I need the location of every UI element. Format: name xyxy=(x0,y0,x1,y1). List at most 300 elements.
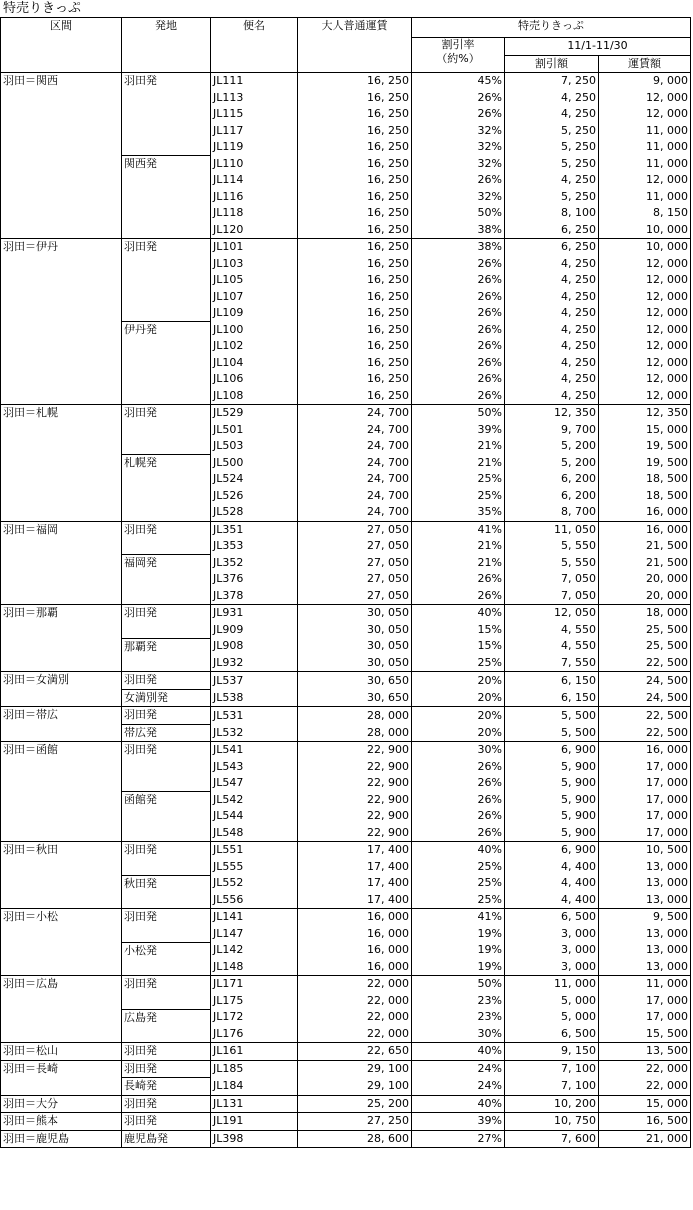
cell-flight: JL175 xyxy=(211,993,298,1010)
header-origin: 発地 xyxy=(122,18,211,73)
cell-discount-rate: 19% xyxy=(412,942,505,959)
cell-fare-amount: 22, 500 xyxy=(599,655,691,672)
cell-flight: JL529 xyxy=(211,405,298,422)
cell-discount-amount: 8, 700 xyxy=(505,504,599,521)
cell-regular-fare: 16, 250 xyxy=(298,305,412,322)
cell-discount-rate: 50% xyxy=(412,205,505,222)
cell-section: 羽田＝小松 xyxy=(1,909,122,976)
cell-regular-fare: 16, 250 xyxy=(298,355,412,372)
cell-discount-rate: 30% xyxy=(412,742,505,759)
cell-flight: JL932 xyxy=(211,655,298,672)
cell-discount-rate: 20% xyxy=(412,689,505,707)
header-fare-amount: 運賃額 xyxy=(599,55,691,73)
cell-discount-amount: 6, 200 xyxy=(505,471,599,488)
cell-section: 羽田＝女満別 xyxy=(1,672,122,707)
cell-discount-rate: 20% xyxy=(412,672,505,690)
cell-fare-amount: 12, 000 xyxy=(599,289,691,306)
cell-regular-fare: 22, 650 xyxy=(298,1043,412,1061)
cell-discount-amount: 4, 550 xyxy=(505,622,599,639)
cell-fare-amount: 22, 000 xyxy=(599,1060,691,1078)
cell-origin: 羽田発 xyxy=(122,707,211,725)
cell-fare-amount: 22, 000 xyxy=(599,1078,691,1096)
table-row xyxy=(1,842,691,859)
cell-regular-fare: 24, 700 xyxy=(298,488,412,505)
cell-flight: JL105 xyxy=(211,272,298,289)
cell-discount-rate: 25% xyxy=(412,859,505,876)
cell-discount-amount: 9, 700 xyxy=(505,422,599,439)
cell-regular-fare: 24, 700 xyxy=(298,504,412,521)
cell-discount-amount: 5, 250 xyxy=(505,123,599,140)
header-flight: 便名 xyxy=(211,18,298,73)
cell-fare-amount: 20, 000 xyxy=(599,588,691,605)
cell-section: 羽田＝札幌 xyxy=(1,405,122,522)
cell-flight: JL118 xyxy=(211,205,298,222)
cell-discount-rate: 25% xyxy=(412,892,505,909)
cell-fare-amount: 25, 500 xyxy=(599,638,691,655)
cell-section: 羽田＝関西 xyxy=(1,73,122,239)
table-row xyxy=(1,239,691,256)
cell-discount-amount: 3, 000 xyxy=(505,959,599,976)
cell-discount-amount: 5, 500 xyxy=(505,724,599,742)
page-title: 特売りきっぷ xyxy=(3,1,82,16)
cell-flight: JL101 xyxy=(211,239,298,256)
cell-flight: JL526 xyxy=(211,488,298,505)
cell-regular-fare: 16, 250 xyxy=(298,156,412,173)
cell-regular-fare: 16, 250 xyxy=(298,123,412,140)
cell-fare-amount: 25, 500 xyxy=(599,622,691,639)
table-row xyxy=(1,1043,691,1061)
cell-fare-amount: 16, 000 xyxy=(599,504,691,521)
cell-flight: JL909 xyxy=(211,622,298,639)
cell-flight: JL556 xyxy=(211,892,298,909)
cell-regular-fare: 22, 000 xyxy=(298,993,412,1010)
table-row xyxy=(1,73,691,90)
cell-section: 羽田＝熊本 xyxy=(1,1113,122,1131)
cell-discount-amount: 5, 900 xyxy=(505,808,599,825)
cell-discount-rate: 20% xyxy=(412,707,505,725)
cell-flight: JL176 xyxy=(211,1026,298,1043)
cell-discount-amount: 7, 550 xyxy=(505,655,599,672)
cell-origin: 羽田発 xyxy=(122,909,211,943)
cell-discount-rate: 19% xyxy=(412,926,505,943)
cell-fare-amount: 10, 000 xyxy=(599,222,691,239)
cell-discount-amount: 5, 550 xyxy=(505,538,599,555)
cell-regular-fare: 28, 000 xyxy=(298,707,412,725)
cell-regular-fare: 17, 400 xyxy=(298,842,412,859)
cell-flight: JL106 xyxy=(211,371,298,388)
cell-discount-rate: 32% xyxy=(412,123,505,140)
cell-flight: JL547 xyxy=(211,775,298,792)
cell-discount-amount: 12, 350 xyxy=(505,405,599,422)
cell-discount-amount: 4, 400 xyxy=(505,859,599,876)
cell-regular-fare: 17, 400 xyxy=(298,859,412,876)
cell-flight: JL108 xyxy=(211,388,298,405)
cell-origin: 羽田発 xyxy=(122,73,211,156)
cell-discount-amount: 11, 000 xyxy=(505,976,599,993)
table-row xyxy=(1,1060,691,1078)
cell-fare-amount: 13, 500 xyxy=(599,1043,691,1061)
cell-origin: 羽田発 xyxy=(122,1113,211,1131)
cell-section: 羽田＝大分 xyxy=(1,1095,122,1113)
cell-origin: 羽田発 xyxy=(122,976,211,1010)
cell-regular-fare: 16, 250 xyxy=(298,371,412,388)
cell-origin: 広島発 xyxy=(122,1009,211,1043)
cell-fare-amount: 13, 000 xyxy=(599,942,691,959)
cell-flight: JL352 xyxy=(211,555,298,572)
cell-discount-rate: 26% xyxy=(412,338,505,355)
cell-regular-fare: 30, 650 xyxy=(298,672,412,690)
cell-discount-rate: 30% xyxy=(412,1026,505,1043)
cell-discount-rate: 41% xyxy=(412,909,505,926)
cell-fare-amount: 18, 500 xyxy=(599,471,691,488)
cell-regular-fare: 22, 000 xyxy=(298,1009,412,1026)
cell-fare-amount: 12, 000 xyxy=(599,371,691,388)
cell-discount-amount: 3, 000 xyxy=(505,942,599,959)
cell-flight: JL398 xyxy=(211,1130,298,1148)
cell-flight: JL184 xyxy=(211,1078,298,1096)
cell-flight: JL104 xyxy=(211,355,298,372)
cell-flight: JL107 xyxy=(211,289,298,306)
cell-regular-fare: 16, 250 xyxy=(298,90,412,107)
cell-discount-amount: 4, 250 xyxy=(505,371,599,388)
cell-fare-amount: 19, 500 xyxy=(599,455,691,472)
cell-discount-rate: 26% xyxy=(412,90,505,107)
cell-discount-rate: 26% xyxy=(412,388,505,405)
cell-discount-amount: 4, 250 xyxy=(505,289,599,306)
cell-flight: JL503 xyxy=(211,438,298,455)
cell-discount-rate: 32% xyxy=(412,156,505,173)
cell-fare-amount: 12, 350 xyxy=(599,405,691,422)
cell-regular-fare: 16, 250 xyxy=(298,289,412,306)
cell-fare-amount: 16, 000 xyxy=(599,521,691,538)
cell-regular-fare: 27, 050 xyxy=(298,571,412,588)
cell-regular-fare: 16, 250 xyxy=(298,106,412,123)
cell-discount-amount: 6, 200 xyxy=(505,488,599,505)
cell-discount-amount: 7, 050 xyxy=(505,588,599,605)
cell-fare-amount: 11, 000 xyxy=(599,156,691,173)
fare-table xyxy=(0,17,691,1148)
cell-fare-amount: 13, 000 xyxy=(599,926,691,943)
cell-regular-fare: 16, 250 xyxy=(298,222,412,239)
cell-discount-rate: 40% xyxy=(412,605,505,622)
cell-discount-rate: 26% xyxy=(412,322,505,339)
cell-regular-fare: 22, 000 xyxy=(298,976,412,993)
cell-section: 羽田＝長崎 xyxy=(1,1060,122,1095)
cell-discount-amount: 5, 000 xyxy=(505,1009,599,1026)
cell-regular-fare: 17, 400 xyxy=(298,875,412,892)
cell-fare-amount: 9, 500 xyxy=(599,909,691,926)
cell-regular-fare: 22, 000 xyxy=(298,1026,412,1043)
table-row xyxy=(1,1130,691,1148)
header-section: 区間 xyxy=(1,18,122,73)
cell-fare-amount: 17, 000 xyxy=(599,775,691,792)
cell-flight: JL117 xyxy=(211,123,298,140)
cell-discount-amount: 7, 600 xyxy=(505,1130,599,1148)
cell-regular-fare: 16, 250 xyxy=(298,73,412,90)
cell-discount-amount: 5, 900 xyxy=(505,792,599,809)
cell-regular-fare: 22, 900 xyxy=(298,775,412,792)
cell-regular-fare: 22, 900 xyxy=(298,825,412,842)
cell-flight: JL171 xyxy=(211,976,298,993)
cell-fare-amount: 22, 500 xyxy=(599,724,691,742)
cell-discount-rate: 40% xyxy=(412,1043,505,1061)
cell-flight: JL542 xyxy=(211,792,298,809)
cell-fare-amount: 12, 000 xyxy=(599,322,691,339)
cell-flight: JL115 xyxy=(211,106,298,123)
cell-section: 羽田＝広島 xyxy=(1,976,122,1043)
cell-discount-rate: 26% xyxy=(412,272,505,289)
cell-discount-amount: 3, 000 xyxy=(505,926,599,943)
cell-origin: 羽田発 xyxy=(122,742,211,792)
cell-flight: JL908 xyxy=(211,638,298,655)
cell-fare-amount: 21, 000 xyxy=(599,1130,691,1148)
cell-flight: JL109 xyxy=(211,305,298,322)
cell-origin: 帯広発 xyxy=(122,724,211,742)
header-special-group: 特売りきっぷ xyxy=(412,18,691,38)
cell-discount-amount: 6, 900 xyxy=(505,742,599,759)
cell-flight: JL114 xyxy=(211,172,298,189)
table-row xyxy=(1,1113,691,1131)
cell-discount-rate: 26% xyxy=(412,808,505,825)
cell-flight: JL544 xyxy=(211,808,298,825)
cell-discount-amount: 4, 250 xyxy=(505,355,599,372)
cell-fare-amount: 12, 000 xyxy=(599,305,691,322)
cell-discount-amount: 10, 750 xyxy=(505,1113,599,1131)
cell-flight: JL147 xyxy=(211,926,298,943)
cell-flight: JL378 xyxy=(211,588,298,605)
cell-fare-amount: 11, 000 xyxy=(599,123,691,140)
cell-regular-fare: 27, 050 xyxy=(298,588,412,605)
cell-regular-fare: 16, 250 xyxy=(298,189,412,206)
cell-regular-fare: 22, 900 xyxy=(298,759,412,776)
cell-discount-rate: 26% xyxy=(412,825,505,842)
cell-flight: JL931 xyxy=(211,605,298,622)
cell-fare-amount: 11, 000 xyxy=(599,976,691,993)
cell-flight: JL528 xyxy=(211,504,298,521)
cell-fare-amount: 17, 000 xyxy=(599,993,691,1010)
cell-discount-rate: 21% xyxy=(412,438,505,455)
cell-fare-amount: 13, 000 xyxy=(599,875,691,892)
cell-discount-rate: 21% xyxy=(412,555,505,572)
cell-regular-fare: 25, 200 xyxy=(298,1095,412,1113)
cell-discount-rate: 26% xyxy=(412,759,505,776)
cell-flight: JL548 xyxy=(211,825,298,842)
cell-discount-amount: 10, 200 xyxy=(505,1095,599,1113)
table-row xyxy=(1,976,691,993)
cell-origin: 札幌発 xyxy=(122,455,211,522)
cell-origin: 羽田発 xyxy=(122,672,211,690)
cell-regular-fare: 16, 000 xyxy=(298,959,412,976)
cell-origin: 女満別発 xyxy=(122,689,211,707)
cell-discount-amount: 5, 250 xyxy=(505,156,599,173)
cell-discount-rate: 40% xyxy=(412,1095,505,1113)
cell-discount-amount: 5, 200 xyxy=(505,438,599,455)
cell-flight: JL102 xyxy=(211,338,298,355)
cell-regular-fare: 30, 050 xyxy=(298,655,412,672)
cell-discount-rate: 21% xyxy=(412,455,505,472)
cell-discount-amount: 5, 000 xyxy=(505,993,599,1010)
cell-flight: JL111 xyxy=(211,73,298,90)
cell-flight: JL376 xyxy=(211,571,298,588)
cell-regular-fare: 30, 650 xyxy=(298,689,412,707)
cell-fare-amount: 10, 500 xyxy=(599,842,691,859)
cell-origin: 福岡発 xyxy=(122,555,211,605)
cell-discount-rate: 24% xyxy=(412,1078,505,1096)
cell-discount-rate: 25% xyxy=(412,488,505,505)
cell-regular-fare: 22, 900 xyxy=(298,792,412,809)
cell-discount-amount: 5, 500 xyxy=(505,707,599,725)
cell-discount-amount: 4, 250 xyxy=(505,256,599,273)
cell-fare-amount: 24, 500 xyxy=(599,672,691,690)
cell-fare-amount: 12, 000 xyxy=(599,338,691,355)
table-body xyxy=(1,73,691,1148)
cell-flight: JL501 xyxy=(211,422,298,439)
table-row xyxy=(1,405,691,422)
cell-regular-fare: 28, 000 xyxy=(298,724,412,742)
cell-fare-amount: 12, 000 xyxy=(599,256,691,273)
cell-flight: JL161 xyxy=(211,1043,298,1061)
cell-fare-amount: 21, 500 xyxy=(599,555,691,572)
cell-origin: 羽田発 xyxy=(122,1060,211,1078)
cell-flight: JL148 xyxy=(211,959,298,976)
cell-discount-amount: 7, 100 xyxy=(505,1060,599,1078)
cell-fare-amount: 17, 000 xyxy=(599,792,691,809)
table-row xyxy=(1,909,691,926)
cell-origin: 羽田発 xyxy=(122,842,211,876)
cell-flight: JL120 xyxy=(211,222,298,239)
cell-discount-rate: 26% xyxy=(412,172,505,189)
cell-regular-fare: 16, 250 xyxy=(298,139,412,156)
cell-origin: 鹿児島発 xyxy=(122,1130,211,1148)
cell-discount-rate: 24% xyxy=(412,1060,505,1078)
cell-flight: JL531 xyxy=(211,707,298,725)
cell-section: 羽田＝那覇 xyxy=(1,605,122,672)
cell-discount-amount: 5, 200 xyxy=(505,455,599,472)
cell-regular-fare: 16, 000 xyxy=(298,926,412,943)
cell-regular-fare: 16, 250 xyxy=(298,272,412,289)
cell-flight: JL110 xyxy=(211,156,298,173)
cell-discount-amount: 4, 250 xyxy=(505,106,599,123)
cell-discount-rate: 23% xyxy=(412,993,505,1010)
cell-discount-amount: 7, 100 xyxy=(505,1078,599,1096)
cell-discount-rate: 25% xyxy=(412,471,505,488)
cell-discount-amount: 7, 050 xyxy=(505,571,599,588)
cell-discount-rate: 26% xyxy=(412,588,505,605)
cell-fare-amount: 17, 000 xyxy=(599,759,691,776)
cell-regular-fare: 16, 250 xyxy=(298,256,412,273)
cell-discount-rate: 27% xyxy=(412,1130,505,1148)
cell-discount-amount: 6, 900 xyxy=(505,842,599,859)
cell-flight: JL103 xyxy=(211,256,298,273)
cell-flight: JL172 xyxy=(211,1009,298,1026)
cell-discount-rate: 45% xyxy=(412,73,505,90)
cell-regular-fare: 16, 250 xyxy=(298,338,412,355)
cell-discount-amount: 6, 500 xyxy=(505,1026,599,1043)
cell-fare-amount: 15, 000 xyxy=(599,1095,691,1113)
header-discount-rate xyxy=(412,38,505,73)
cell-discount-rate: 35% xyxy=(412,504,505,521)
table-row xyxy=(1,742,691,759)
cell-regular-fare: 16, 000 xyxy=(298,909,412,926)
cell-regular-fare: 29, 100 xyxy=(298,1060,412,1078)
cell-fare-amount: 18, 000 xyxy=(599,605,691,622)
cell-fare-amount: 17, 000 xyxy=(599,825,691,842)
cell-discount-amount: 6, 250 xyxy=(505,222,599,239)
cell-discount-rate: 25% xyxy=(412,655,505,672)
cell-regular-fare: 24, 700 xyxy=(298,405,412,422)
cell-origin: 長崎発 xyxy=(122,1078,211,1096)
cell-discount-rate: 19% xyxy=(412,959,505,976)
cell-discount-amount: 6, 150 xyxy=(505,689,599,707)
cell-regular-fare: 16, 000 xyxy=(298,942,412,959)
cell-fare-amount: 8, 150 xyxy=(599,205,691,222)
cell-fare-amount: 13, 000 xyxy=(599,892,691,909)
cell-flight: JL541 xyxy=(211,742,298,759)
cell-flight: JL100 xyxy=(211,322,298,339)
cell-regular-fare: 30, 050 xyxy=(298,605,412,622)
table-row xyxy=(1,521,691,538)
table-row xyxy=(1,605,691,622)
cell-discount-rate: 32% xyxy=(412,189,505,206)
cell-fare-amount: 11, 000 xyxy=(599,139,691,156)
cell-discount-amount: 5, 900 xyxy=(505,759,599,776)
header-regular-fare: 大人普通運賃 xyxy=(298,18,412,73)
table-row xyxy=(1,672,691,690)
cell-origin: 羽田発 xyxy=(122,521,211,555)
cell-fare-amount: 17, 000 xyxy=(599,1009,691,1026)
cell-fare-amount: 20, 000 xyxy=(599,571,691,588)
cell-discount-rate: 25% xyxy=(412,875,505,892)
header-discount-rate-label: 割引率 xyxy=(441,38,475,51)
cell-origin: 函館発 xyxy=(122,792,211,842)
cell-regular-fare: 24, 700 xyxy=(298,455,412,472)
cell-flight: JL555 xyxy=(211,859,298,876)
cell-flight: JL131 xyxy=(211,1095,298,1113)
cell-discount-rate: 38% xyxy=(412,222,505,239)
cell-section: 羽田＝鹿児島 xyxy=(1,1130,122,1148)
cell-section: 羽田＝函館 xyxy=(1,742,122,842)
cell-section: 羽田＝伊丹 xyxy=(1,239,122,405)
cell-section: 羽田＝福岡 xyxy=(1,521,122,605)
cell-fare-amount: 21, 500 xyxy=(599,538,691,555)
cell-fare-amount: 13, 000 xyxy=(599,859,691,876)
cell-discount-rate: 26% xyxy=(412,289,505,306)
cell-flight: JL543 xyxy=(211,759,298,776)
header-discount-amount: 割引額 xyxy=(505,55,599,73)
cell-fare-amount: 12, 000 xyxy=(599,172,691,189)
cell-discount-amount: 4, 250 xyxy=(505,322,599,339)
cell-fare-amount: 10, 000 xyxy=(599,239,691,256)
cell-fare-amount: 12, 000 xyxy=(599,272,691,289)
cell-discount-rate: 26% xyxy=(412,371,505,388)
cell-regular-fare: 22, 900 xyxy=(298,808,412,825)
cell-regular-fare: 29, 100 xyxy=(298,1078,412,1096)
cell-discount-amount: 5, 900 xyxy=(505,825,599,842)
cell-discount-amount: 11, 050 xyxy=(505,521,599,538)
cell-discount-amount: 5, 250 xyxy=(505,189,599,206)
cell-regular-fare: 27, 050 xyxy=(298,555,412,572)
cell-discount-rate: 40% xyxy=(412,842,505,859)
cell-flight: JL191 xyxy=(211,1113,298,1131)
cell-flight: JL524 xyxy=(211,471,298,488)
cell-regular-fare: 24, 700 xyxy=(298,471,412,488)
cell-flight: JL551 xyxy=(211,842,298,859)
cell-flight: JL552 xyxy=(211,875,298,892)
cell-discount-rate: 50% xyxy=(412,405,505,422)
cell-origin: 羽田発 xyxy=(122,605,211,639)
header-discount-rate-unit: （約%） xyxy=(436,52,480,65)
cell-fare-amount: 12, 000 xyxy=(599,355,691,372)
